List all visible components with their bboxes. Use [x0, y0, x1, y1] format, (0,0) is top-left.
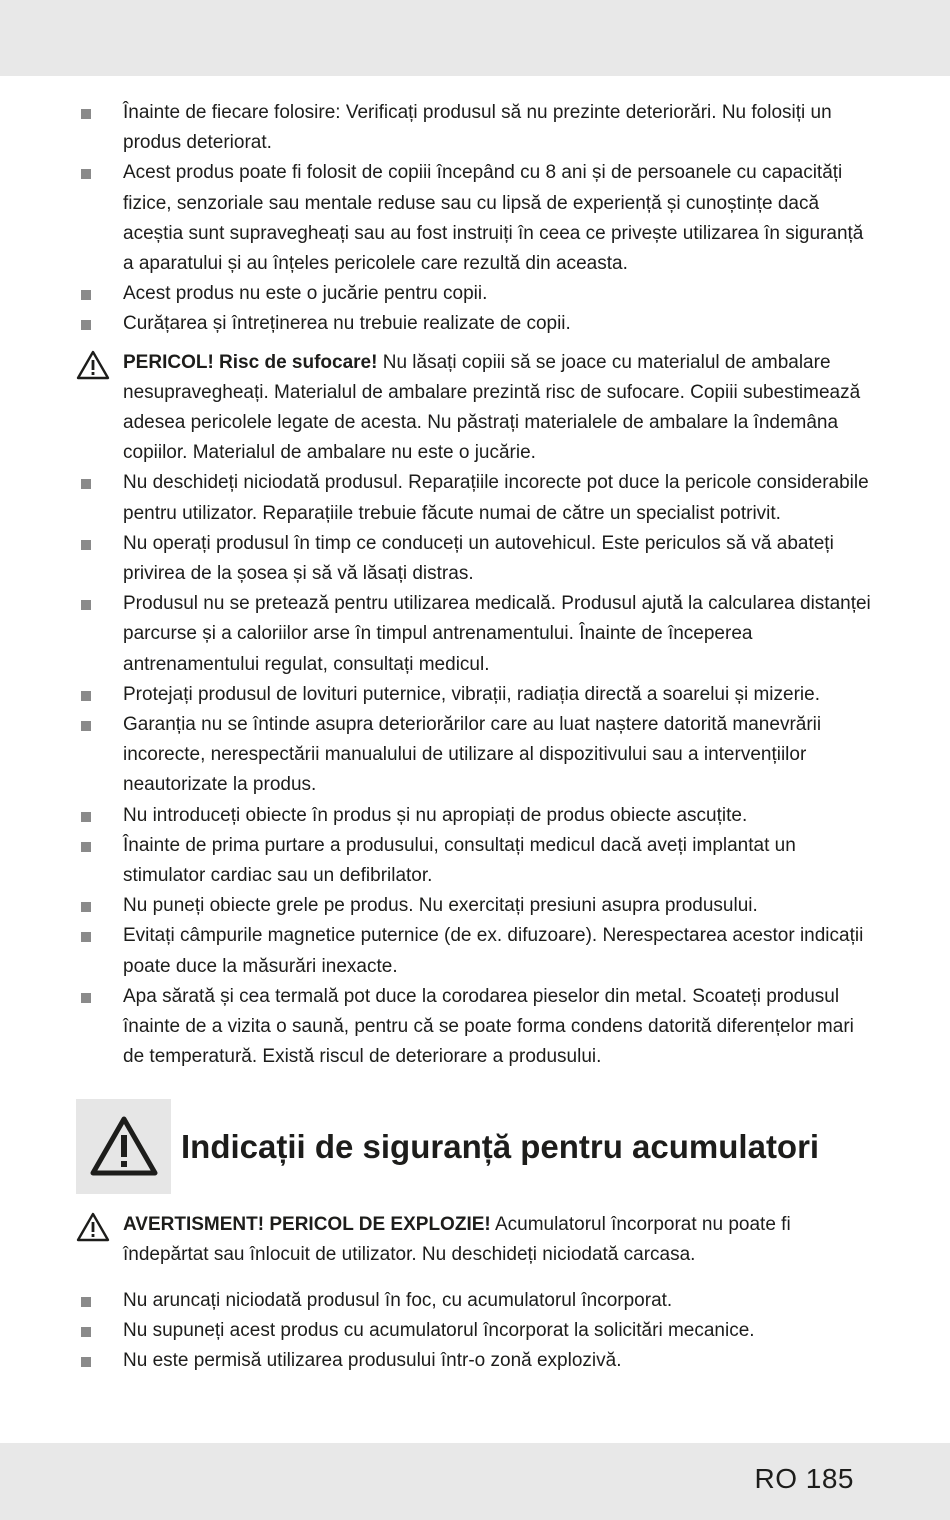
page-number: RO 185 — [754, 1463, 854, 1494]
warning-triangle-icon — [76, 350, 110, 380]
list-item: Acest produs nu este o jucărie pentru copii. — [76, 279, 876, 309]
list-item: Acest produs poate fi folosit de copiii începând cu 8 ani și de persoanele cu capacități fizice, senzoriale sau mentale reduse sau cu lipsă de experiență și cunoștințe dacă aceștia sunt supravegheați sau au fost instruiți în ceea ce privește utilizarea în siguranță a aparatului și au înțeles pericolele care rezultă din aceasta. — [76, 158, 876, 279]
warning-triangle-icon — [89, 1115, 159, 1177]
warning-text: Acumulatorul încorporat nu poate fi îndepărtat sau înlocuit de utilizator. Nu deschideți niciodată carcasa. — [123, 1213, 791, 1265]
list-item: Nu deschideți niciodată produsul. Reparațiile incorecte pot duce la pericole considerabile pentru utilizator. Reparațiile trebuie făcute numai de către un specialist potrivit. — [76, 468, 876, 528]
list-item: Nu este permisă utilizarea produsului într-o zonă explozivă. — [76, 1346, 876, 1376]
list-item: Curățarea și întreținerea nu trebuie realizate de copii. — [76, 309, 876, 339]
list-item: Nu puneți obiecte grele pe produs. Nu exercitați presiuni asupra produsului. — [76, 891, 876, 921]
list-item: Garanția nu se întinde asupra deteriorărilor care au luat naștere datorită manevrării incorecte, nerespectării manualului de utilizare al dispozitivului sau a intervențiilor neautorizate la produs. — [76, 710, 876, 801]
page-content — [76, 98, 876, 1377]
list-item: Evitați câmpurile magnetice puternice (de ex. difuzoare). Nerespectarea acestor indicații poate duce la măsurări inexacte. — [76, 921, 876, 981]
list-item: Apa sărată și cea termală pot duce la corodarea pieselor din metal. Scoateți produsul înainte de a vizita o saună, pentru că se poate forma condens datorită diferențelor mari de temperatură. Există riscul de deteriorare a produsului. — [76, 982, 876, 1073]
list-item: Nu operați produsul în timp ce conduceți un autovehicul. Este periculos să vă abateți privirea de la șosea și să vă lăsați distras. — [76, 529, 876, 589]
list-item: Nu supuneți acest produs cu acumulatorul încorporat la solicitări mecanice. — [76, 1316, 876, 1346]
warning-lead: PERICOL! Risc de sufocare! — [123, 351, 378, 373]
section-title: Indicații de siguranță pentru acumulatori — [181, 1127, 820, 1165]
suffocation-warning — [76, 348, 876, 469]
section-header — [76, 1099, 876, 1194]
section-icon-box — [76, 1099, 171, 1194]
list-item: Înainte de fiecare folosire: Verificați produsul să nu prezinte deteriorări. Nu folosiți un produs deteriorat. — [76, 98, 876, 158]
warning-lead: AVERTISMENT! PERICOL DE EXPLOZIE! — [123, 1213, 491, 1235]
list-item: Nu introduceți obiecte în produs și nu apropiați de produs obiecte ascuțite. — [76, 801, 876, 831]
list-item: Produsul nu se pretează pentru utilizarea medicală. Produsul ajută la calcularea distanței parcurse și a caloriilor arse în timpul antrenamentului. Înainte de începerea antrenamentului regulat, consultați medicul. — [76, 589, 876, 680]
explosion-warning — [76, 1210, 876, 1270]
header-band — [0, 0, 950, 76]
list-item: Protejați produsul de lovituri puternice, vibrații, radiația directă a soarelui și mizerie. — [76, 680, 876, 710]
warning-triangle-icon — [76, 1212, 110, 1242]
list-item: Înainte de prima purtare a produsului, consultați medicul dacă aveți implantat un stimulator cardiac sau un defibrilator. — [76, 831, 876, 891]
warning-text: Nu lăsați copiii să se joace cu materialul de ambalare nesupravegheați. Materialul de ambalare prezintă risc de sufocare. Copiii subestimează adesea pericolele legate de acesta. Nu păstrați materialele de ambalare la îndemâna copiilor. Materialul de ambalare nu este o jucărie. — [123, 351, 861, 464]
list-item: Nu aruncați niciodată produsul în foc, cu acumulatorul încorporat. — [76, 1286, 876, 1316]
